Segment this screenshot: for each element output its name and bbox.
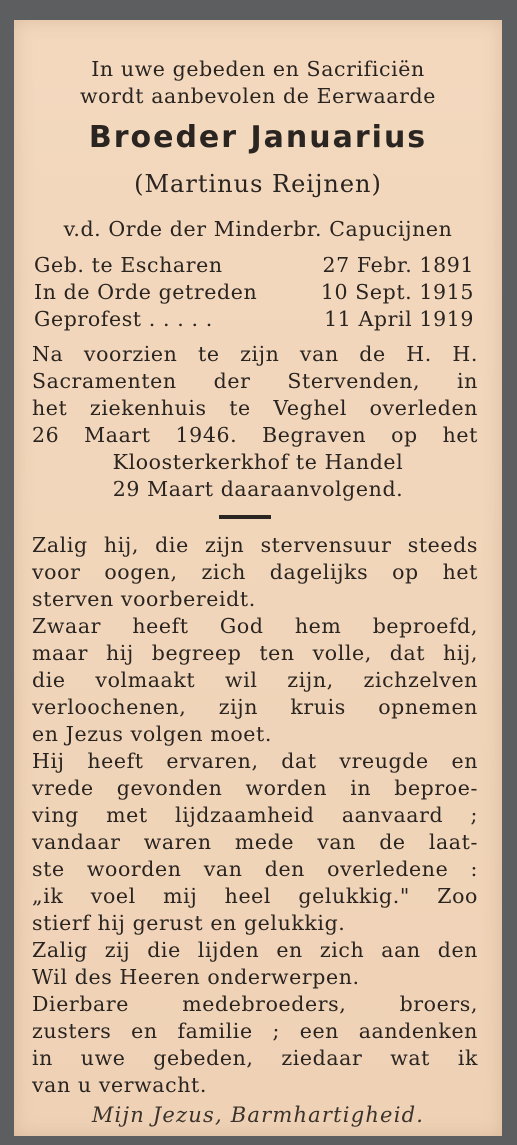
text-line: Dierbare medebroeders, broers, bbox=[32, 992, 478, 1016]
deceased-name: Broeder Januarius bbox=[88, 120, 428, 155]
date-label: Geb. te Escharen bbox=[34, 253, 223, 277]
text-line: maar hij begreep ten volle, dat hij, bbox=[32, 641, 478, 665]
text-line: vandaar waren mede van de laat- bbox=[32, 830, 478, 854]
text-line: Hij heeft ervaren, dat vreugde en bbox=[32, 749, 478, 773]
text-line: Zwaar heeft God hem beproefd, bbox=[32, 614, 478, 638]
text-line: Zalig zij die lijden en zich aan den bbox=[32, 938, 478, 962]
text-line: en Jezus volgen moet. bbox=[32, 722, 272, 746]
order-line: v.d. Orde der Minderbr. Capucijnen bbox=[63, 217, 453, 241]
text-line: stierf hij gerust en gelukkig. bbox=[32, 911, 346, 935]
text-line: Zalig hij, die zijn stervensuur steeds bbox=[32, 533, 478, 557]
motto: Mijn Jezus, Barmhartigheid. bbox=[91, 1103, 425, 1127]
text-line: in uwe gebeden, ziedaar wat ik bbox=[32, 1046, 478, 1070]
text-line: verloochenen, zijn kruis opnemen bbox=[32, 695, 478, 719]
death-notice-line: Kloosterkerkhof te Handel bbox=[112, 450, 404, 474]
text-line: voor oogen, zich dagelijks op het bbox=[32, 560, 478, 584]
memorial-card bbox=[14, 20, 502, 1136]
death-notice-line: 26 Maart 1946. Begraven op het bbox=[32, 423, 478, 447]
death-notice-line: Na voorzien te zijn van de H. H. bbox=[32, 342, 478, 366]
text-line: ving met lijdzaamheid aanvaard ; bbox=[32, 803, 478, 827]
text-line: Wil des Heeren onderwerpen. bbox=[32, 965, 360, 989]
text-line: sterven voorbereidt. bbox=[32, 587, 256, 611]
death-notice-line: Sacramenten der Stervenden, in bbox=[32, 369, 478, 393]
death-notice-line: het ziekenhuis te Veghel overleden bbox=[32, 396, 478, 420]
text-line: „ik voel mij heel gelukkig." Zoo bbox=[32, 884, 478, 908]
date-value: 11 April 1919 bbox=[324, 307, 474, 331]
intro-line-1: In uwe gebeden en Sacrificiën bbox=[91, 57, 425, 81]
date-value: 27 Febr. 1891 bbox=[322, 253, 474, 277]
text-line: ste woorden van den overledene : bbox=[32, 857, 478, 881]
text-line: zusters en familie ; een aandenken bbox=[32, 1019, 478, 1043]
death-notice-line: 29 Maart daaraanvolgend. bbox=[112, 477, 404, 501]
divider bbox=[219, 515, 271, 519]
text-line: die volmaakt wil zijn, zichzelven bbox=[32, 668, 478, 692]
text-line: van u verwacht. bbox=[32, 1073, 207, 1097]
date-label: Geprofest . . . . . bbox=[34, 307, 213, 331]
intro-line-2: wordt aanbevolen de Eerwaarde bbox=[80, 84, 436, 108]
date-value: 10 Sept. 1915 bbox=[320, 280, 474, 304]
text-line: vrede gevonden worden in beproe- bbox=[32, 776, 478, 800]
date-label: In de Orde getreden bbox=[34, 280, 258, 304]
civil-name: (Martinus Reijnen) bbox=[134, 170, 382, 198]
